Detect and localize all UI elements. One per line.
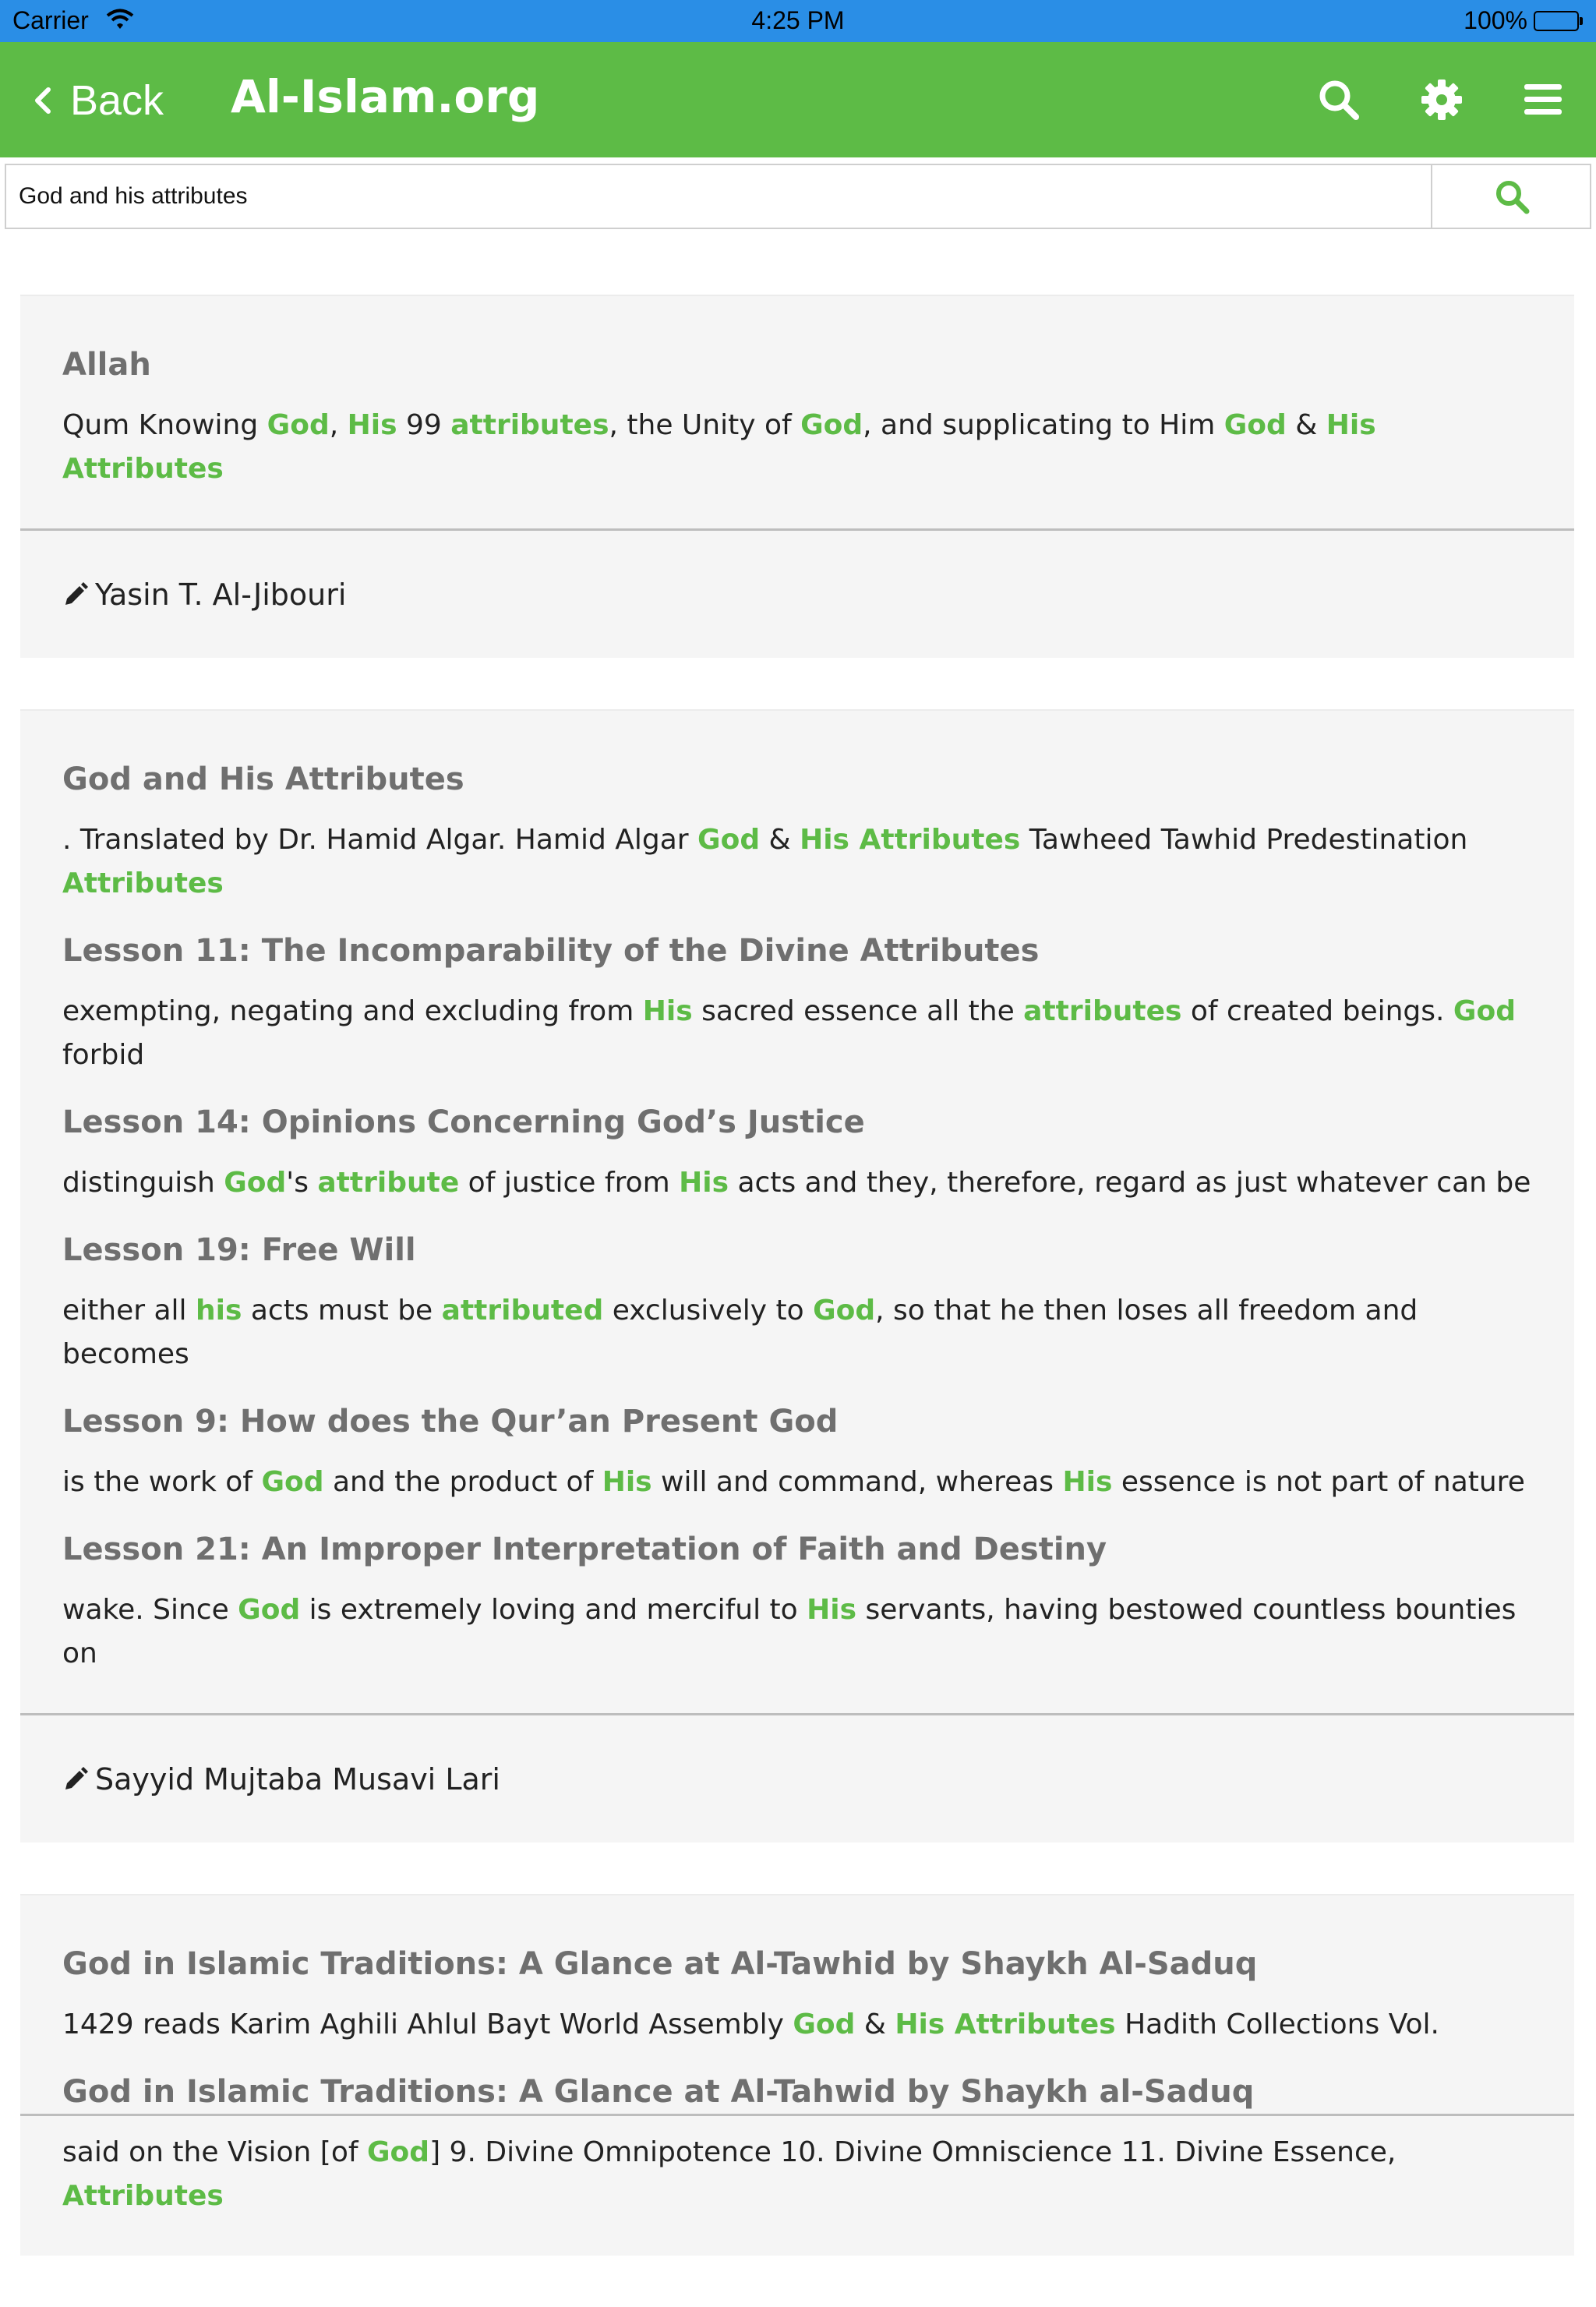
snippet-text: of justice from bbox=[459, 1167, 680, 1199]
battery-percent: 100% bbox=[1464, 6, 1527, 34]
result-snippet bbox=[62, 1289, 1532, 1376]
result-title[interactable]: Lesson 9: How does the Qur’an Present God bbox=[62, 1404, 839, 1440]
snippet-text: essence is not part of nature bbox=[1112, 1466, 1525, 1498]
snippet-text: said on the Vision [of bbox=[62, 2136, 367, 2168]
result-author[interactable] bbox=[20, 1713, 1574, 1842]
snippet-text: and the product of bbox=[323, 1466, 602, 1498]
snippet-text: , so that he then loses all freedom and becomes bbox=[62, 1295, 1418, 1370]
snippet-text: 's bbox=[286, 1167, 318, 1199]
snippet-text: & bbox=[1286, 409, 1326, 441]
result-snippet bbox=[62, 1461, 1532, 1504]
highlighted-term: His Attributes bbox=[800, 824, 1021, 856]
snippet-text: 1429 reads Karim Aghili Ahlul Bayt World Assembly bbox=[62, 2008, 793, 2040]
highlighted-term: His Attributes bbox=[62, 409, 1376, 485]
result-title[interactable]: Lesson 14: Opinions Concerning God’s Justice bbox=[62, 1104, 865, 1140]
snippet-text: servants, having bestowed countless bounties on bbox=[62, 1594, 1517, 1669]
highlighted-term: attributes bbox=[1023, 995, 1182, 1027]
result-card bbox=[20, 295, 1574, 658]
highlighted-term: His bbox=[347, 409, 397, 441]
highlighted-term: God bbox=[261, 1466, 324, 1498]
snippet-text: will and command, whereas bbox=[651, 1466, 1063, 1498]
gear-icon[interactable] bbox=[1418, 76, 1465, 123]
search-results-list bbox=[20, 295, 1574, 2307]
highlighted-term: attributes bbox=[450, 409, 609, 441]
highlighted-term: God bbox=[697, 824, 761, 856]
snippet-text: , and supplicating to Him bbox=[863, 409, 1224, 441]
highlighted-term: God bbox=[813, 1295, 876, 1327]
snippet-text: ] 9. Divine Omnipotence 10. Divine Omniscience 11. Divine Essence, bbox=[429, 2136, 1396, 2168]
snippet-text: acts and they, therefore, regard as just whatever can be bbox=[729, 1167, 1531, 1199]
snippet-text: , bbox=[329, 409, 348, 441]
result-snippet bbox=[62, 818, 1532, 906]
carrier-label: Carrier bbox=[12, 6, 89, 34]
result-title[interactable]: Lesson 21: An Improper Interpretation of Faith and Destiny bbox=[62, 1532, 1107, 1567]
highlighted-term: God bbox=[267, 409, 330, 441]
search-bar bbox=[5, 164, 1591, 229]
snippet-text: 99 bbox=[397, 409, 451, 441]
result-snippet bbox=[62, 990, 1532, 1077]
highlighted-term: His bbox=[602, 1466, 652, 1498]
snippet-text: . Translated by Dr. Hamid Algar. Hamid Algar bbox=[62, 824, 698, 856]
highlighted-term: attribute bbox=[317, 1167, 460, 1199]
snippet-text: either all bbox=[62, 1295, 196, 1327]
snippet-text: sacred essence all the bbox=[692, 995, 1024, 1027]
divider bbox=[20, 2114, 1574, 2116]
author-name: Sayyid Mujtaba Musavi Lari bbox=[95, 1761, 500, 1796]
highlighted-term: His bbox=[807, 1594, 857, 1626]
search-submit-button[interactable] bbox=[1434, 165, 1590, 228]
highlighted-term: God bbox=[1453, 995, 1516, 1027]
result-title[interactable]: God in Islamic Traditions: A Glance at Al-Tawhid by Shaykh Al-Saduq bbox=[62, 1946, 1258, 1982]
snippet-text: , the Unity of bbox=[609, 409, 801, 441]
highlighted-term: God bbox=[367, 2136, 430, 2168]
snippet-text: exempting, negating and excluding from bbox=[62, 995, 643, 1027]
snippet-text: Tawheed Tawhid Predestination bbox=[1020, 824, 1468, 856]
battery-icon bbox=[1534, 11, 1579, 31]
highlighted-term: God bbox=[1223, 409, 1287, 441]
result-title[interactable]: God and His Attributes bbox=[62, 761, 464, 797]
search-input[interactable] bbox=[6, 165, 1432, 228]
result-title[interactable]: Lesson 11: The Incomparability of the Divine Attributes bbox=[62, 933, 1040, 969]
highlighted-term: His bbox=[642, 995, 693, 1027]
highlighted-term: His bbox=[679, 1167, 729, 1199]
highlighted-term: Attributes bbox=[62, 867, 224, 899]
chevron-left-icon bbox=[31, 85, 53, 116]
result-title[interactable]: Lesson 19: Free Will bbox=[62, 1232, 416, 1268]
back-label: Back bbox=[70, 77, 164, 124]
author-name: Yasin T. Al-Jibouri bbox=[95, 577, 347, 612]
pencil-icon bbox=[62, 1766, 89, 1793]
highlighted-term: His Attributes bbox=[895, 2008, 1116, 2040]
snippet-text: & bbox=[855, 2008, 895, 2040]
snippet-text: distinguish bbox=[62, 1167, 224, 1199]
result-snippet bbox=[62, 1161, 1532, 1205]
result-title[interactable]: God in Islamic Traditions: A Glance at Al-Tahwid by Shaykh al-Saduq bbox=[62, 2074, 1255, 2110]
snippet-text: acts must be bbox=[242, 1295, 442, 1327]
highlighted-term: God bbox=[224, 1167, 287, 1199]
highlighted-term: His bbox=[1062, 1466, 1113, 1498]
snippet-text: of created beings. bbox=[1181, 995, 1453, 1027]
highlighted-term: his bbox=[195, 1295, 242, 1327]
highlighted-term: Attributes bbox=[62, 2180, 224, 2212]
search-icon[interactable] bbox=[1315, 76, 1362, 123]
snippet-text: wake. Since bbox=[62, 1594, 238, 1626]
highlighted-term: God bbox=[793, 2008, 856, 2040]
result-card bbox=[20, 1894, 1574, 2256]
result-snippet bbox=[62, 2131, 1532, 2218]
highlighted-term: attributed bbox=[441, 1295, 604, 1327]
snippet-text: Hadith Collections Vol. bbox=[1115, 2008, 1439, 2040]
status-bar bbox=[0, 0, 1596, 42]
snippet-text: is the work of bbox=[62, 1466, 262, 1498]
snippet-text: forbid bbox=[62, 1039, 145, 1071]
highlighted-term: God bbox=[800, 409, 863, 441]
result-snippet bbox=[62, 404, 1532, 491]
pencil-icon bbox=[62, 581, 89, 608]
result-snippet bbox=[62, 2003, 1532, 2047]
snippet-text: Qum Knowing bbox=[62, 409, 267, 441]
result-snippet bbox=[62, 1588, 1532, 1676]
navigation-bar bbox=[0, 42, 1596, 157]
search-icon bbox=[1492, 177, 1531, 216]
result-card bbox=[20, 709, 1574, 1842]
snippet-text: exclusively to bbox=[603, 1295, 814, 1327]
result-title[interactable]: Allah bbox=[62, 347, 151, 383]
app-title: Al-Islam.org bbox=[231, 70, 540, 123]
result-author[interactable] bbox=[20, 528, 1574, 658]
snippet-text: & bbox=[760, 824, 800, 856]
snippet-text: is extremely loving and merciful to bbox=[300, 1594, 807, 1626]
back-button[interactable] bbox=[31, 73, 164, 128]
clock: 4:25 PM bbox=[751, 6, 845, 34]
highlighted-term: God bbox=[238, 1594, 301, 1626]
menu-icon[interactable] bbox=[1520, 76, 1566, 123]
